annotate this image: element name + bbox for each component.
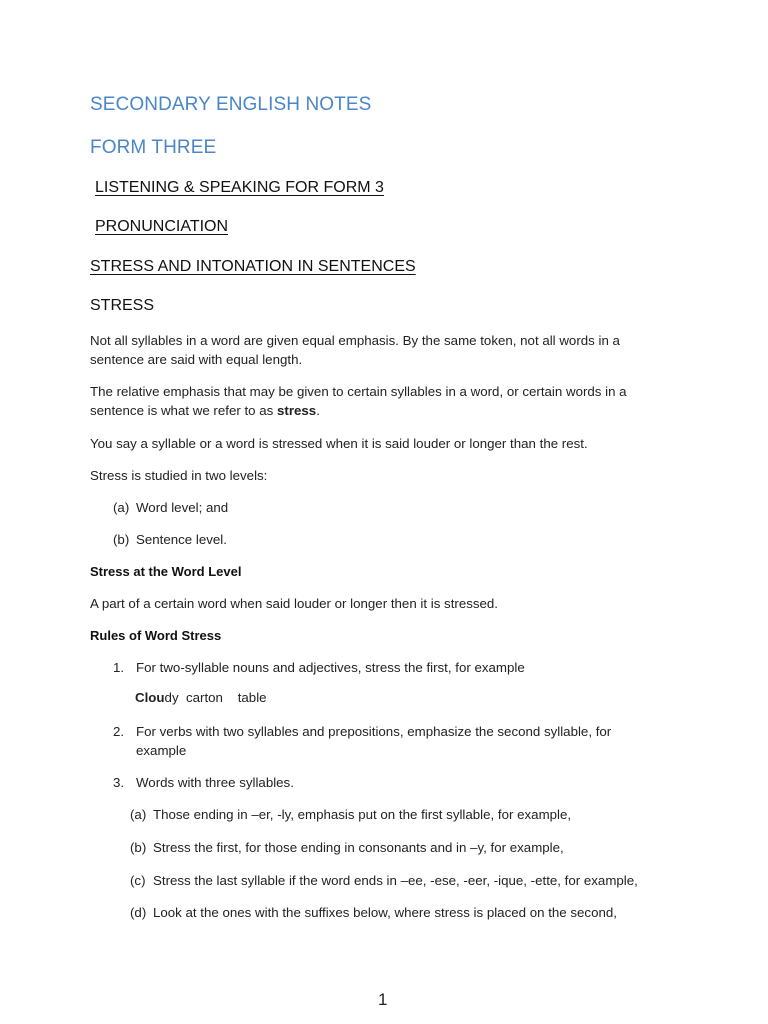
list-item: [130, 838, 564, 857]
paragraph-stressed-syllable: You say a syllable or a word is stressed when it is said louder or longer than the rest.: [90, 436, 588, 451]
example-rest: dy carton table: [164, 690, 267, 705]
list-item-text: For verbs with two syllables and prepositions, emphasize the second syllable, for example: [136, 724, 612, 758]
list-marker: 2.: [113, 724, 125, 739]
list-marker: 1.: [113, 660, 125, 675]
list-item: [130, 805, 571, 824]
list-item: [113, 658, 525, 677]
page-number: 1: [378, 990, 388, 1009]
heading-rules-word-stress: Rules of Word Stress: [90, 628, 222, 643]
example-words: [135, 690, 267, 705]
list-item: [113, 773, 294, 792]
paragraph-syllables-emphasis: Not all syllables in a word are given equal emphasis. By the same token, not all words in a sentence are said with equal length.: [90, 333, 620, 367]
list-item-text: Look at the ones with the suffixes below, where stress is placed on the second,: [153, 905, 617, 920]
paragraph-stress-definition: [90, 382, 650, 420]
heading-word-level-stress: Stress at the Word Level: [90, 564, 242, 579]
example-stressed-syllable: Clou: [135, 690, 165, 705]
document-title: SECONDARY ENGLISH NOTES: [90, 94, 372, 115]
document-subtitle: FORM THREE: [90, 137, 217, 158]
paragraph-word-level: A part of a certain word when said louder or longer then it is stressed.: [90, 596, 498, 611]
list-marker: (b): [130, 840, 147, 855]
list-item: [113, 530, 227, 549]
list-item: [130, 871, 638, 890]
heading-stress-intonation: STRESS AND INTONATION IN SENTENCES: [90, 258, 416, 275]
list-marker: (a): [130, 807, 147, 822]
list-item-text: Stress the last syllable if the word ends in –ee, -ese, -eer, -ique, -ette, for example,: [153, 873, 638, 888]
list-item: [113, 722, 643, 760]
list-item-text: Stress the first, for those ending in consonants and in –y, for example,: [153, 840, 564, 855]
list-marker: 3.: [113, 775, 125, 790]
heading-stress: STRESS: [90, 297, 155, 314]
stress-keyword: stress: [277, 403, 317, 418]
list-item-text: Words with three syllables.: [136, 775, 294, 790]
list-marker: (c): [130, 873, 146, 888]
list-item-text: Sentence level.: [136, 532, 227, 547]
list-item-text: Word level; and: [136, 500, 229, 515]
heading-pronunciation: PRONUNCIATION: [95, 218, 229, 235]
paragraph-stress-definition-end: .: [316, 403, 320, 418]
paragraph-stress-levels: Stress is studied in two levels:: [90, 468, 268, 483]
list-item: [130, 903, 617, 922]
heading-listening-speaking: LISTENING & SPEAKING FOR FORM 3: [95, 179, 384, 196]
list-item: [113, 498, 228, 517]
list-item-text: For two-syllable nouns and adjectives, stress the first, for example: [136, 660, 525, 675]
paragraph-stress-definition-text: The relative emphasis that may be given to certain syllables in a word, or certain words in a sentence is what we refer to as: [90, 384, 627, 418]
list-marker: (b): [113, 532, 130, 547]
list-item-text: Those ending in –er, -ly, emphasis put on the first syllable, for example,: [153, 807, 572, 822]
list-marker: (d): [130, 905, 147, 920]
list-marker: (a): [113, 500, 130, 515]
